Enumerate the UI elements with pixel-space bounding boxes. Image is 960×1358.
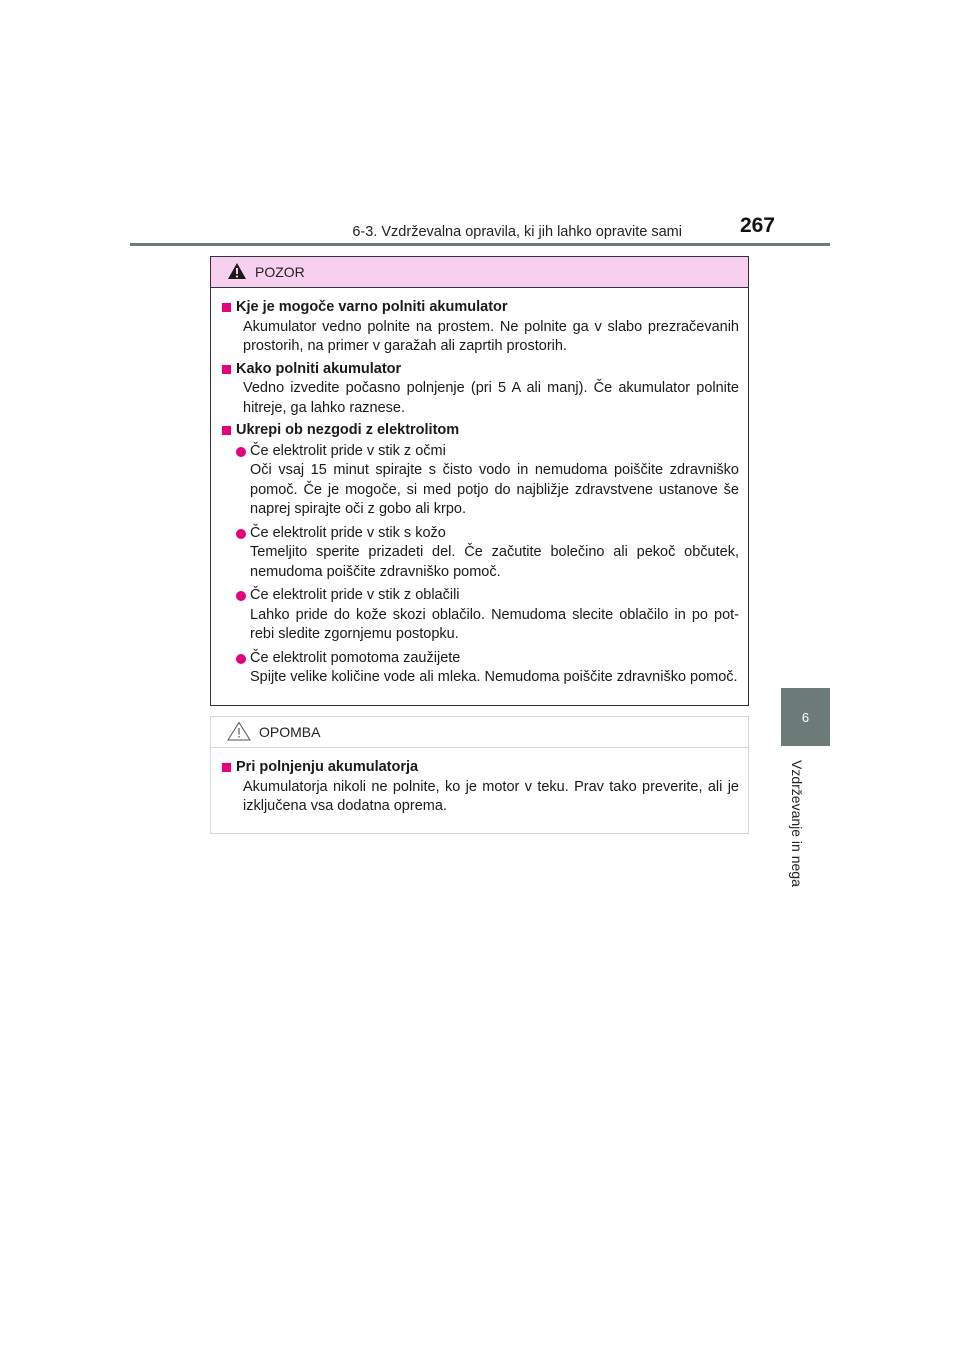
bullet-text: Oči vsaj 15 minut spirajte s čisto vodo in nemudoma poiščite zdravniško pomoč. Če je mogoče, si med potjo do najbližje zdravstvene ustanove še naprej spirajte oči z gobo ali krpo.	[250, 462, 739, 517]
bullet-title: Če elektrolit pomotoma zaužijete	[250, 649, 461, 666]
chapter-label: Vzdrževanje in nega	[789, 760, 805, 887]
bullet-title: Če elektrolit pride v stik z oblačili	[250, 587, 460, 603]
bullet-text: Spijte velike količine vode ali mleka. Nemudoma poiščite zdravniško pomoč.	[250, 669, 738, 685]
round-bullet-icon	[236, 654, 246, 664]
header-rule	[130, 243, 830, 246]
warning-box	[210, 256, 749, 706]
note-title: OPOMBA	[259, 724, 321, 740]
section-title: Ukrepi ob nezgodi z elektrolitom	[236, 422, 460, 438]
warning-title: POZOR	[255, 264, 305, 280]
square-bullet-icon	[222, 303, 231, 312]
square-bullet-icon	[222, 763, 231, 772]
note-header	[211, 717, 748, 748]
section-text: Akumulator vedno polnite na prostem. Ne polnite ga v slabo prezračevanih prostorih, na primer v garažah ali zaprtih prostorih.	[243, 318, 739, 354]
bullet-item	[222, 649, 739, 688]
chapter-tab	[781, 688, 830, 746]
caution-triangle-outline-icon	[227, 721, 251, 744]
bullet-text: Lahko pride do kože skozi oblačilo. Nemudoma slecite oblačilo in po pot-rebi sledite zgornjemu postopku.	[250, 606, 739, 642]
bullet-title: Če elektrolit pride v stik z očmi	[250, 442, 446, 459]
note-body	[211, 748, 748, 817]
bullet-text: Temeljito sperite prizadeti del. Če začutite bolečino ali pekoč občutek, nemudoma poiščite zdravniško pomoč.	[250, 544, 739, 580]
section-header-title: 6-3. Vzdrževalna opravila, ki jih lahko opravite sami	[352, 224, 682, 240]
round-bullet-icon	[236, 447, 246, 457]
round-bullet-icon	[236, 591, 246, 601]
warning-body	[211, 288, 748, 688]
warning-section	[222, 421, 739, 688]
section-title: Kje je mogoče varno polniti akumulator	[236, 299, 508, 315]
warning-header	[211, 257, 748, 288]
bullet-item	[222, 586, 739, 645]
square-bullet-icon	[222, 365, 231, 374]
chapter-number: 6	[801, 709, 810, 725]
warning-section	[222, 360, 739, 419]
section-text: Vedno izvedite počasno polnjenje (pri 5 A ali manj). Če akumulator polnite hitreje, ga lahko raznese.	[243, 380, 739, 416]
warning-section	[222, 298, 739, 357]
section-title: Kako polniti akumulator	[236, 360, 402, 377]
warning-triangle-icon	[227, 262, 247, 283]
bullet-item	[222, 524, 739, 583]
note-section	[222, 758, 739, 817]
bullet-title: Če elektrolit pride v stik s kožo	[250, 524, 446, 541]
square-bullet-icon	[222, 426, 231, 435]
page-number: 267	[739, 214, 775, 237]
note-box	[210, 716, 749, 834]
round-bullet-icon	[236, 529, 246, 539]
bullet-item	[222, 442, 739, 520]
section-text: Akumulatorja nikoli ne polnite, ko je motor v teku. Prav tako preverite, ali je izključena vsa dodatna oprema.	[243, 778, 739, 814]
section-title: Pri polnjenju akumulatorja	[236, 759, 419, 775]
